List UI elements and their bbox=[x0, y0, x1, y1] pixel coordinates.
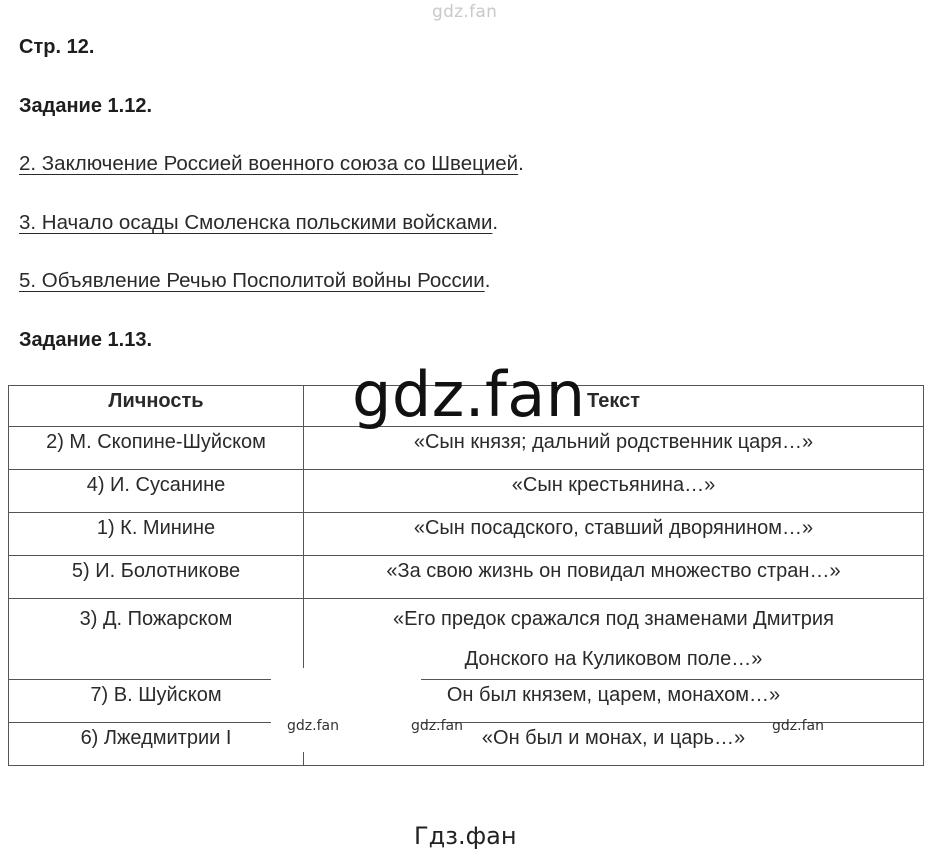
answer-item-period: . bbox=[518, 152, 524, 175]
person-cell: 5) И. Болотникове bbox=[9, 556, 304, 599]
person-cell: 3) Д. Пожарском bbox=[9, 599, 304, 680]
page-label: Стр. 12. bbox=[19, 36, 95, 58]
person-cell: 4) И. Сусанине bbox=[9, 470, 304, 513]
text-cell-line-2: Донского на Куликовом поле…» bbox=[464, 648, 763, 670]
person-cell: 6) Лжедмитрии I bbox=[9, 723, 304, 766]
persons-table bbox=[8, 385, 924, 766]
table-row bbox=[9, 513, 924, 556]
text-cell: «Сын крестьянина…» bbox=[304, 470, 924, 513]
answer-item-3 bbox=[19, 269, 490, 293]
text-cell: «Он был и монах, и царь…» bbox=[304, 723, 924, 766]
person-cell: 1) К. Минине bbox=[9, 513, 304, 556]
blank-patch bbox=[271, 668, 421, 752]
table-row bbox=[9, 427, 924, 470]
watermark-small-3: gdz.fan bbox=[772, 718, 824, 734]
text-cell: «За свою жизнь он повидал множество стран…» bbox=[304, 556, 924, 599]
text-cell: Он был князем, царем, монахом…» bbox=[304, 680, 924, 723]
text-cell: «Сын князя; дальний родственник царя…» bbox=[304, 427, 924, 470]
answer-item-text: 5. Объявление Речью Посполитой войны России bbox=[19, 269, 485, 292]
text-cell: «Сын посадского, ставший дворянином…» bbox=[304, 513, 924, 556]
answer-item-2 bbox=[19, 211, 498, 235]
answer-item-text: 3. Начало осады Смоленска польскими войсками bbox=[19, 211, 493, 234]
answer-item-1 bbox=[19, 152, 524, 176]
task-1-12-title: Задание 1.12. bbox=[19, 95, 153, 117]
text-cell-line-1: «Его предок сражался под знаменами Дмитрия bbox=[393, 608, 834, 630]
table-row bbox=[9, 680, 924, 723]
column-header-text: Текст bbox=[304, 386, 924, 427]
table-row bbox=[9, 556, 924, 599]
watermark-top: gdz.fan bbox=[432, 2, 498, 22]
table-row bbox=[9, 599, 924, 680]
answer-item-period: . bbox=[492, 211, 499, 234]
watermark-large: gdz.fan bbox=[352, 358, 586, 431]
task-1-13-title: Задание 1.13. bbox=[19, 329, 153, 351]
footer-watermark: Гдз.фан bbox=[414, 822, 517, 850]
table-row bbox=[9, 470, 924, 513]
person-cell: 7) В. Шуйском bbox=[9, 680, 304, 723]
column-header-person: Личность bbox=[9, 386, 304, 427]
answer-item-period: . bbox=[484, 269, 491, 292]
answer-item-text: 2. Заключение Россией военного союза со Швецией bbox=[19, 152, 519, 175]
watermark-small-2: gdz.fan bbox=[411, 718, 463, 734]
watermark-small-1: gdz.fan bbox=[287, 718, 339, 734]
person-cell: 2) М. Скопине-Шуйском bbox=[9, 427, 304, 470]
